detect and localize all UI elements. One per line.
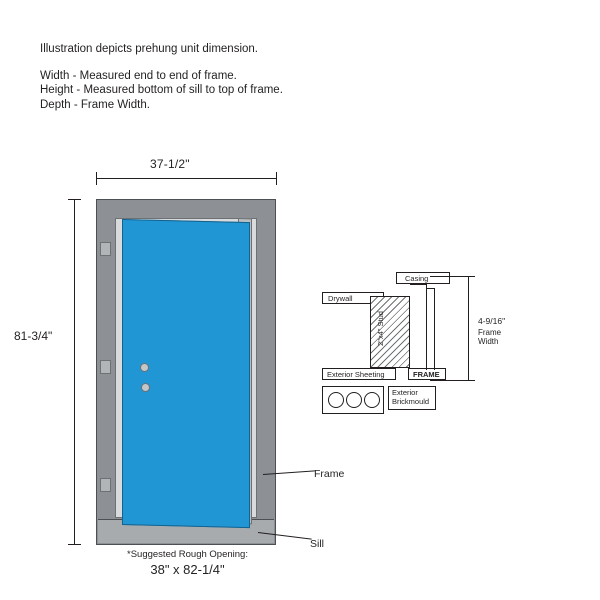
width-tick-right	[276, 172, 277, 185]
notes-line-depth: Depth - Frame Width.	[40, 98, 150, 111]
jamb-line	[434, 288, 435, 370]
brick-icon	[364, 392, 380, 408]
notes-line-width: Width - Measured end to end of frame.	[40, 69, 237, 82]
brickmould-label-line2: Brickmould	[392, 397, 430, 406]
exterior-sheeting-label: Exterior Sheeting	[327, 369, 385, 379]
width-dimension-label: 37-1/2"	[150, 157, 190, 171]
rough-opening-title: *Suggested Rough Opening:	[127, 549, 248, 560]
height-tick-top	[68, 199, 81, 200]
rough-opening-block	[95, 549, 280, 579]
notes-block	[40, 44, 283, 114]
brick-icon	[328, 392, 344, 408]
frame-width-tick-bottom	[462, 380, 475, 381]
jamb-line	[410, 284, 427, 285]
callout-sill-label: Sill	[310, 538, 325, 550]
height-dimension-line	[74, 199, 75, 544]
casing-label: Casing	[405, 273, 429, 283]
jamb-line	[427, 288, 435, 289]
notes-line-height: Height - Measured bottom of sill to top of frame.	[40, 84, 283, 96]
door-deadbolt-icon	[141, 383, 150, 392]
width-tick-left	[96, 172, 97, 185]
notes-spacer	[40, 59, 283, 71]
frame-width-tick-top	[462, 276, 475, 277]
section-detail-diagram	[322, 272, 506, 432]
door-slab	[122, 219, 250, 528]
brickmould-label-line1: Exterior	[392, 388, 418, 397]
door-hinge	[100, 360, 111, 374]
height-dimension-label: 81-3/4"	[14, 329, 53, 343]
frame-detail-label: FRAME	[413, 369, 440, 379]
door-knob-icon	[140, 363, 149, 372]
rough-opening-value: 38" x 82-1/4"	[150, 562, 225, 578]
frame-width-value: 4-9/16"	[478, 316, 506, 326]
door-hinge	[100, 242, 111, 256]
door-hinge	[100, 478, 111, 492]
notes-intro: Illustration depicts prehung unit dimension.	[40, 43, 258, 55]
frame-width-label-line1: Frame	[478, 328, 502, 337]
jamb-line	[426, 284, 427, 370]
frame-width-label-line2: Width	[478, 337, 499, 346]
drywall-label: Drywall	[328, 293, 353, 303]
height-tick-bottom	[68, 544, 81, 545]
stud-label: 2"x4" Stud	[375, 311, 385, 346]
brick-icon	[346, 392, 362, 408]
width-dimension-line	[96, 178, 276, 179]
frame-width-dimension-line	[468, 276, 469, 380]
callout-frame-label: Frame	[314, 468, 345, 480]
